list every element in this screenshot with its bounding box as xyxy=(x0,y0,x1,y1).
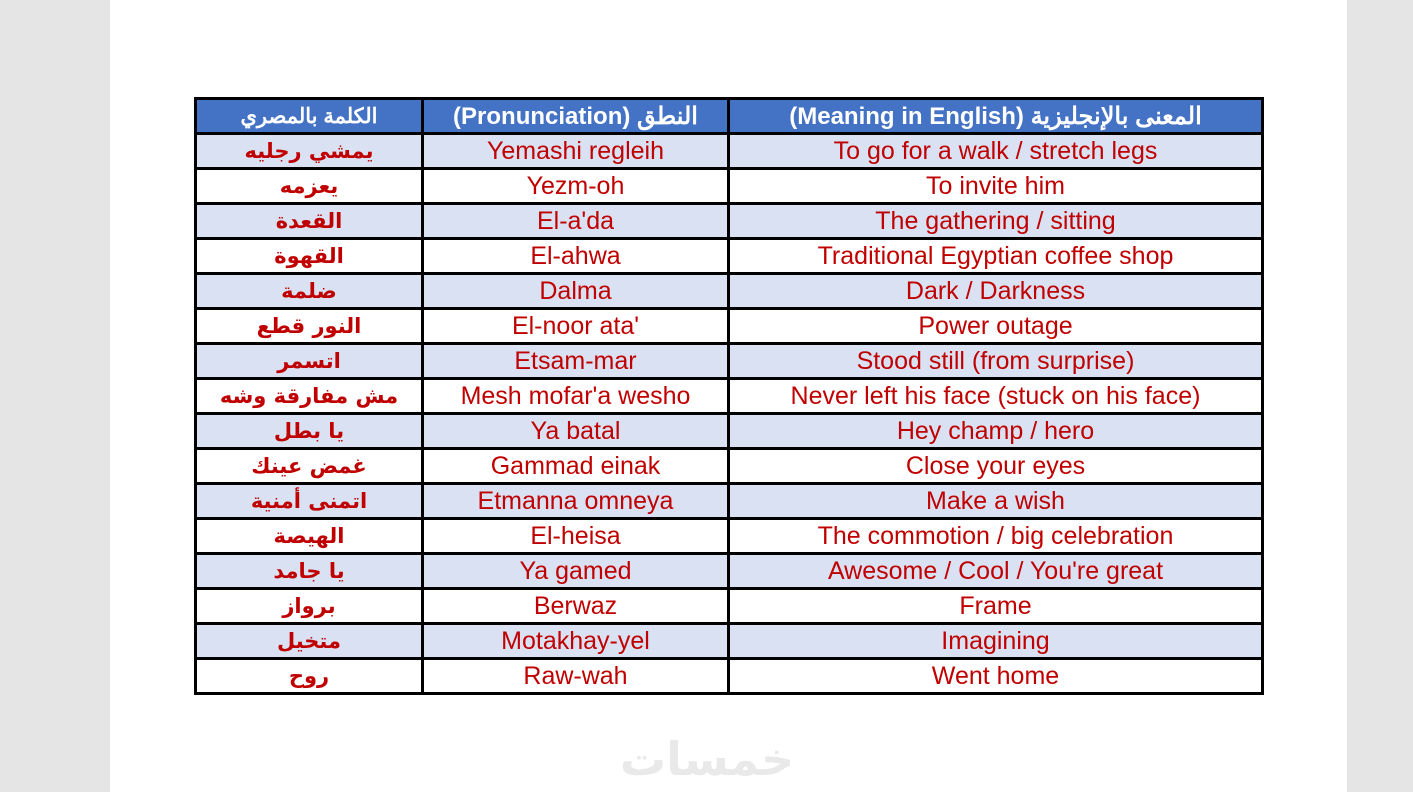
cell-egyptian-word: متخيل xyxy=(196,624,423,659)
header-meaning xyxy=(729,99,1263,134)
cell-pronunciation: Motakhay-yel xyxy=(423,624,729,659)
cell-meaning: Imagining xyxy=(729,624,1263,659)
cell-meaning: Make a wish xyxy=(729,484,1263,519)
cell-meaning: Stood still (from surprise) xyxy=(729,344,1263,379)
cell-pronunciation: Yezm-oh xyxy=(423,169,729,204)
cell-egyptian-word: يا بطل xyxy=(196,414,423,449)
cell-pronunciation: El-heisa xyxy=(423,519,729,554)
cell-egyptian-word: اتسمر xyxy=(196,344,423,379)
cell-pronunciation: El-a'da xyxy=(423,204,729,239)
cell-egyptian-word: الهيصة xyxy=(196,519,423,554)
table-row xyxy=(196,449,1263,484)
table-row xyxy=(196,169,1263,204)
cell-egyptian-word: القعدة xyxy=(196,204,423,239)
cell-egyptian-word: برواز xyxy=(196,589,423,624)
table-row xyxy=(196,519,1263,554)
cell-meaning: Dark / Darkness xyxy=(729,274,1263,309)
cell-pronunciation: El-noor ata' xyxy=(423,309,729,344)
cell-meaning: Traditional Egyptian coffee shop xyxy=(729,239,1263,274)
cell-pronunciation: Etsam-mar xyxy=(423,344,729,379)
header-egyptian-word: الكلمة بالمصري xyxy=(196,99,423,134)
table-row xyxy=(196,379,1263,414)
table-row xyxy=(196,554,1263,589)
cell-meaning: The commotion / big celebration xyxy=(729,519,1263,554)
cell-meaning: Close your eyes xyxy=(729,449,1263,484)
cell-pronunciation: Mesh mofar'a wesho xyxy=(423,379,729,414)
cell-egyptian-word: يمشي رجليه xyxy=(196,134,423,169)
table-row xyxy=(196,484,1263,519)
table-row xyxy=(196,414,1263,449)
cell-egyptian-word: مش مفارقة وشه xyxy=(196,379,423,414)
table-row xyxy=(196,624,1263,659)
cell-meaning: Hey champ / hero xyxy=(729,414,1263,449)
cell-pronunciation: Ya batal xyxy=(423,414,729,449)
cell-egyptian-word: روح xyxy=(196,659,423,694)
header-pronunciation xyxy=(423,99,729,134)
cell-egyptian-word: القهوة xyxy=(196,239,423,274)
vocabulary-table xyxy=(194,97,1264,695)
table-row xyxy=(196,204,1263,239)
cell-pronunciation: El-ahwa xyxy=(423,239,729,274)
cell-meaning: Power outage xyxy=(729,309,1263,344)
table-row xyxy=(196,659,1263,694)
cell-pronunciation: Dalma xyxy=(423,274,729,309)
cell-meaning: To go for a walk / stretch legs xyxy=(729,134,1263,169)
cell-pronunciation: Berwaz xyxy=(423,589,729,624)
cell-egyptian-word: ضلمة xyxy=(196,274,423,309)
cell-pronunciation: Etmanna omneya xyxy=(423,484,729,519)
header-pronunciation-label: النطق (Pronunciation) xyxy=(453,102,698,130)
cell-meaning: Never left his face (stuck on his face) xyxy=(729,379,1263,414)
cell-pronunciation: Raw-wah xyxy=(423,659,729,694)
cell-meaning: Awesome / Cool / You're great xyxy=(729,554,1263,589)
cell-egyptian-word: اتمنى أمنية xyxy=(196,484,423,519)
cell-egyptian-word: يا جامد xyxy=(196,554,423,589)
header-meaning-label: المعنى بالإنجليزية (Meaning in English) xyxy=(789,102,1202,130)
cell-egyptian-word: غمض عينك xyxy=(196,449,423,484)
table-row xyxy=(196,309,1263,344)
cell-pronunciation: Gammad einak xyxy=(423,449,729,484)
table-row xyxy=(196,589,1263,624)
watermark-logo: خمسات xyxy=(619,732,795,786)
cell-egyptian-word: يعزمه xyxy=(196,169,423,204)
table-row xyxy=(196,344,1263,379)
cell-pronunciation: Yemashi regleih xyxy=(423,134,729,169)
table-row xyxy=(196,274,1263,309)
cell-pronunciation: Ya gamed xyxy=(423,554,729,589)
table-row xyxy=(196,239,1263,274)
cell-meaning: Frame xyxy=(729,589,1263,624)
cell-meaning: To invite him xyxy=(729,169,1263,204)
table-row xyxy=(196,134,1263,169)
cell-egyptian-word: النور قطع xyxy=(196,309,423,344)
cell-meaning: The gathering / sitting xyxy=(729,204,1263,239)
table-header-row xyxy=(196,99,1263,134)
cell-meaning: Went home xyxy=(729,659,1263,694)
